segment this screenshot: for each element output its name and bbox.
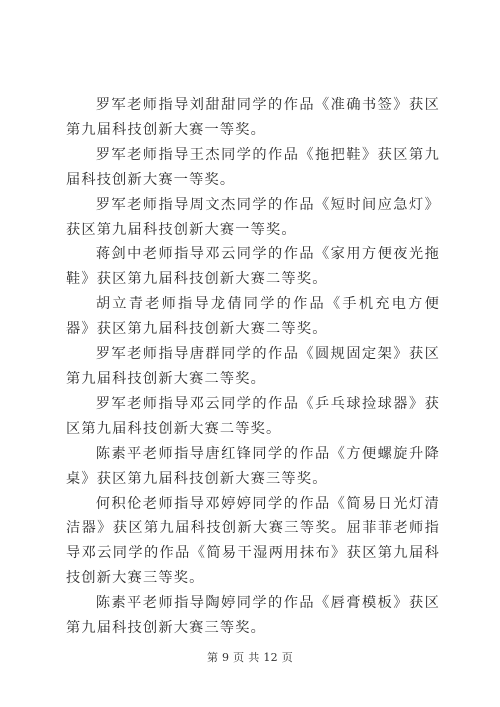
award-paragraph-8: 陈素平老师指导唐红锋同学的作品《方便螺旋升降桌》获区第九届科技创新大赛三等奖。 <box>66 445 440 487</box>
award-paragraph-10: 陈素平老师指导陶婷同学的作品《唇膏模板》获区第九届科技创新大赛三等奖。 <box>66 595 440 637</box>
page-number-footer: 第 9 页 共 12 页 <box>206 651 294 664</box>
award-paragraph-4: 蒋剑中老师指导邓云同学的作品《家用方便夜光拖鞋》获区第九届科技创新大赛二等奖。 <box>66 246 440 288</box>
award-paragraph-5: 胡立青老师指导龙倩同学的作品《手机充电方便器》获区第九届科技创新大赛二等奖。 <box>66 296 440 338</box>
award-paragraph-3: 罗军老师指导周文杰同学的作品《短时间应急灯》获区第九届科技创新大赛一等奖。 <box>66 196 440 238</box>
award-paragraph-7: 罗军老师指导邓云同学的作品《乒乓球捡球器》获区第九届科技创新大赛二等奖。 <box>66 395 440 437</box>
award-paragraph-9: 何积伦老师指导邓婷婷同学的作品《简易日光灯清洁器》获区第九届科技创新大赛三等奖。屈菲菲老师指导邓云同学的作品《简易干湿两用抹布》获区第九届科技创新大赛三等奖。 <box>66 495 440 587</box>
document-body <box>66 93 440 641</box>
award-paragraph-6: 罗军老师指导唐群同学的作品《圆规固定架》获区第九届科技创新大赛二等奖。 <box>66 346 440 387</box>
award-paragraph-2: 罗军老师指导王杰同学的作品《拖把鞋》获区第九届科技创新大赛一等奖。 <box>66 146 440 188</box>
award-paragraph-1: 罗军老师指导刘甜甜同学的作品《准确书签》获区第九届科技创新大赛一等奖。 <box>66 97 440 138</box>
